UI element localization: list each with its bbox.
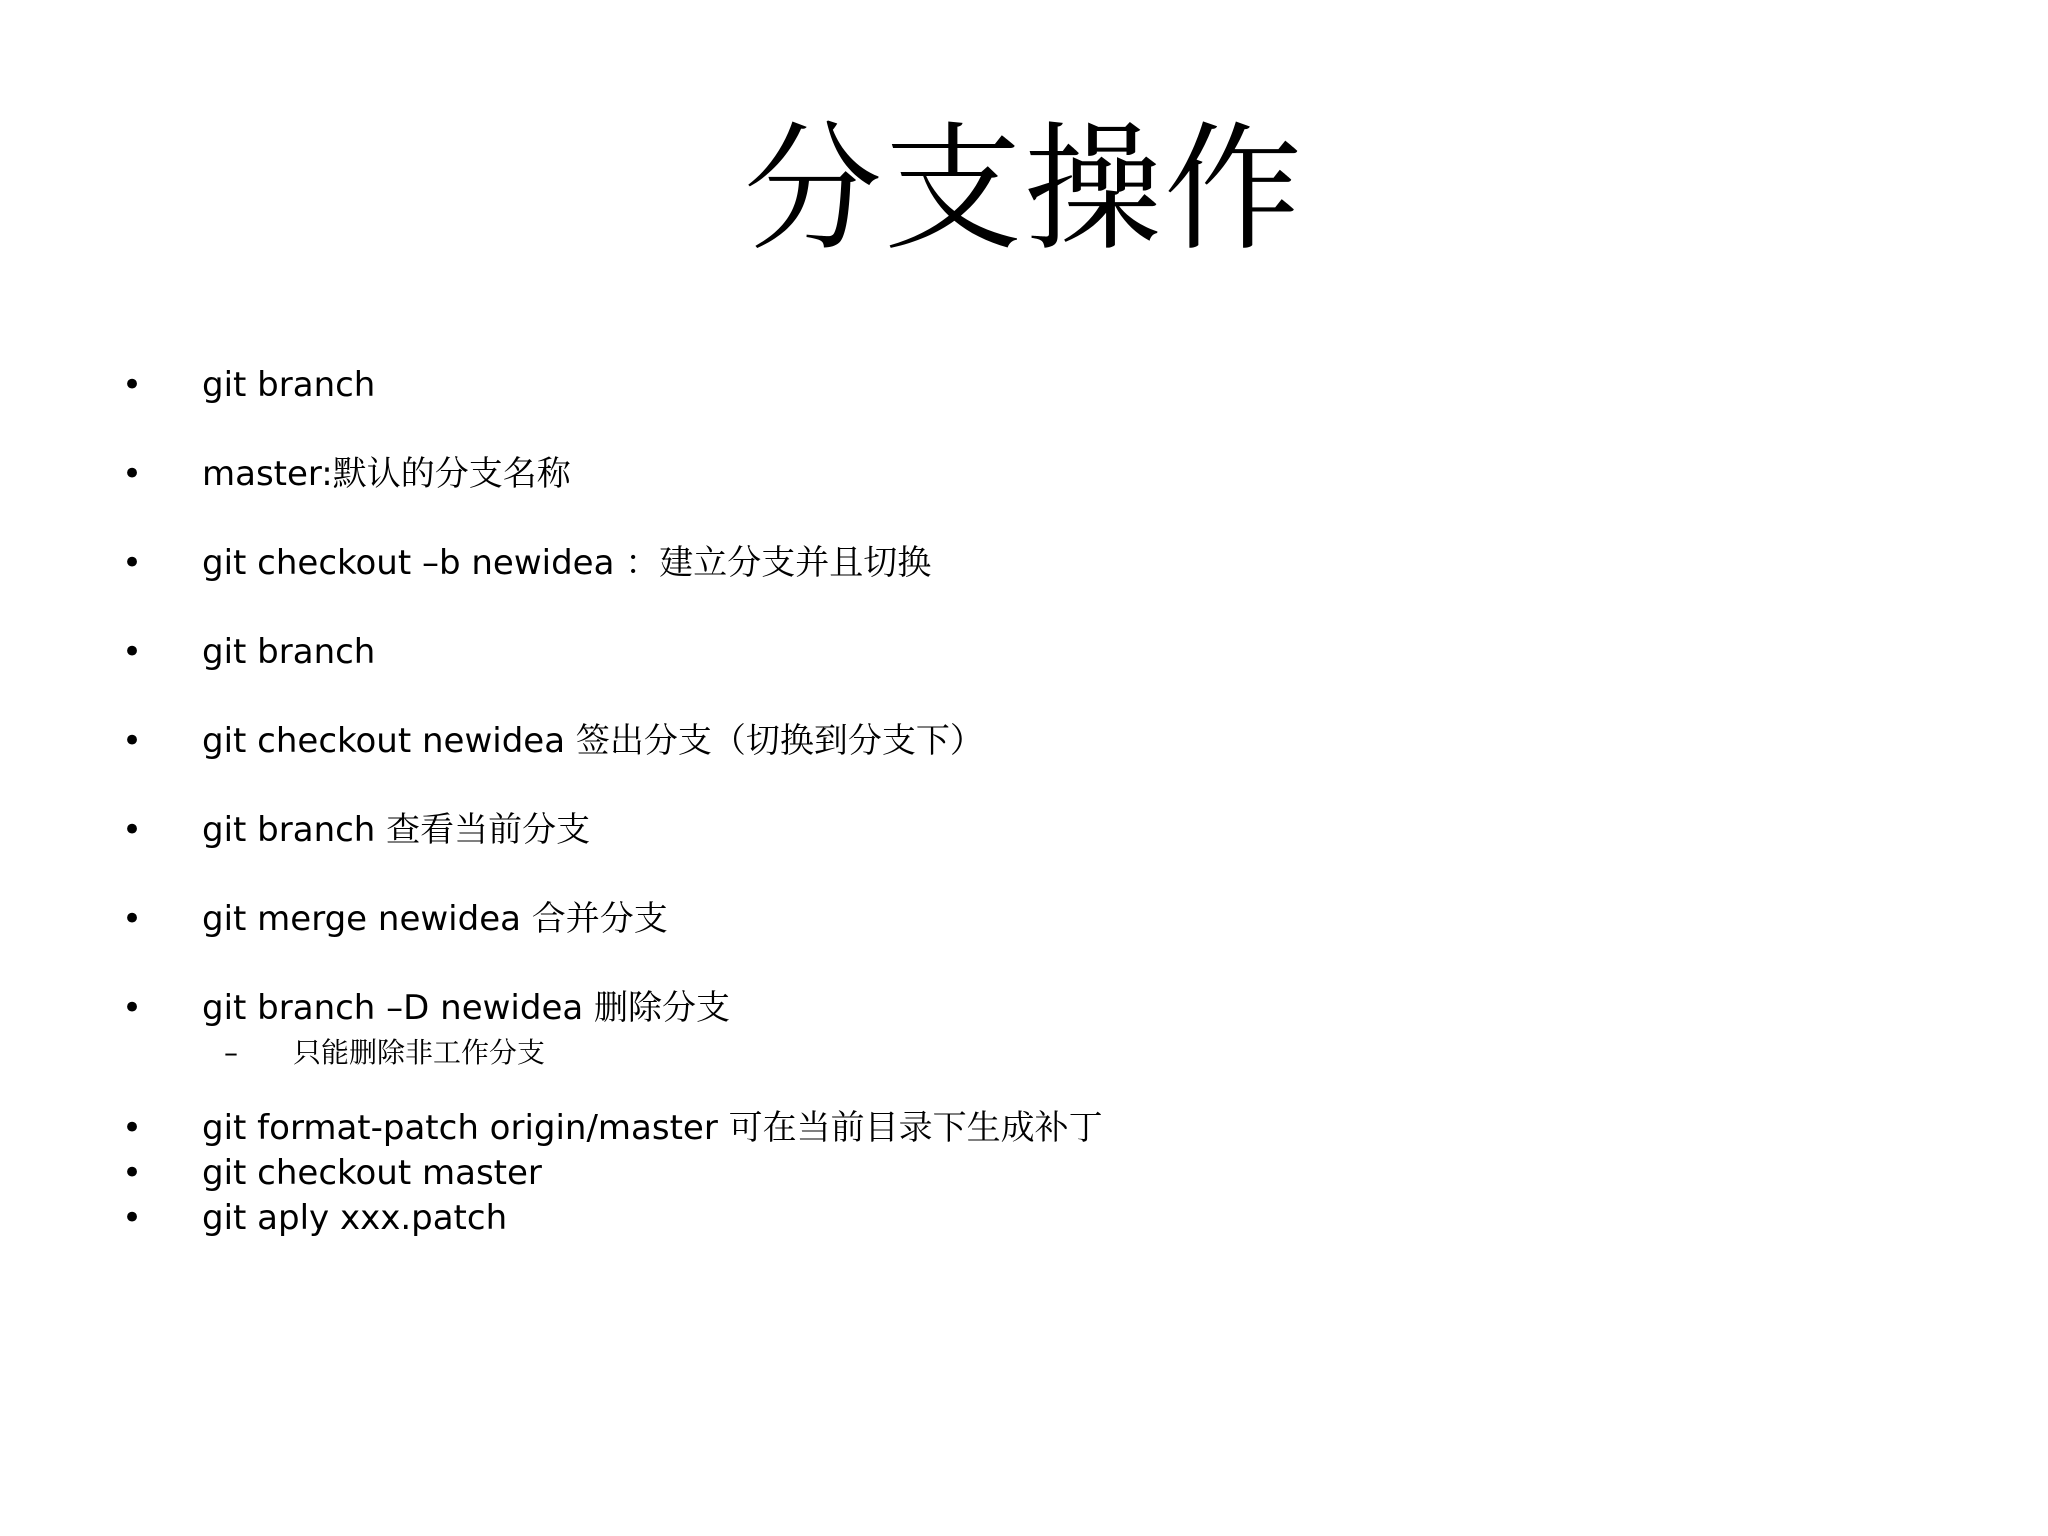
dash-icon: –	[224, 1036, 238, 1069]
list-item-text: git branch	[202, 632, 376, 672]
sub-list-item-text: 只能删除非工作分支	[293, 1036, 546, 1069]
list-item-text: git format-patch origin/master 可在当前目录下生成补丁	[202, 1108, 1103, 1148]
list-item-text: git branch –D newidea 删除分支	[202, 988, 731, 1028]
list-item-text: git branch	[202, 365, 376, 405]
list-item-text: git checkout –b newidea ：建立分支并且切换	[202, 543, 932, 583]
list-item-text: git branch 查看当前分支	[202, 810, 591, 850]
bullet-icon: •	[122, 632, 143, 672]
bullet-icon: •	[122, 1108, 143, 1148]
bullet-icon: •	[122, 810, 143, 850]
list-item-text: master:默认的分支名称	[202, 454, 571, 494]
bullet-icon: •	[122, 899, 143, 939]
slide-title: 分支操作	[743, 109, 1304, 270]
bullet-icon: •	[122, 988, 143, 1028]
list-item-text: git checkout master	[202, 1153, 542, 1193]
bullet-icon: •	[122, 454, 143, 494]
bullet-icon: •	[122, 543, 143, 583]
list-item-text: git aply xxx.patch	[202, 1198, 508, 1238]
bullet-icon: •	[122, 1153, 143, 1193]
bullet-icon: •	[122, 721, 143, 761]
list-item-text: git checkout newidea 签出分支（切换到分支下）	[202, 721, 984, 761]
bullet-icon: •	[122, 365, 143, 405]
list-item-text: git merge newidea 合并分支	[202, 899, 668, 939]
bullet-icon: •	[122, 1198, 143, 1238]
